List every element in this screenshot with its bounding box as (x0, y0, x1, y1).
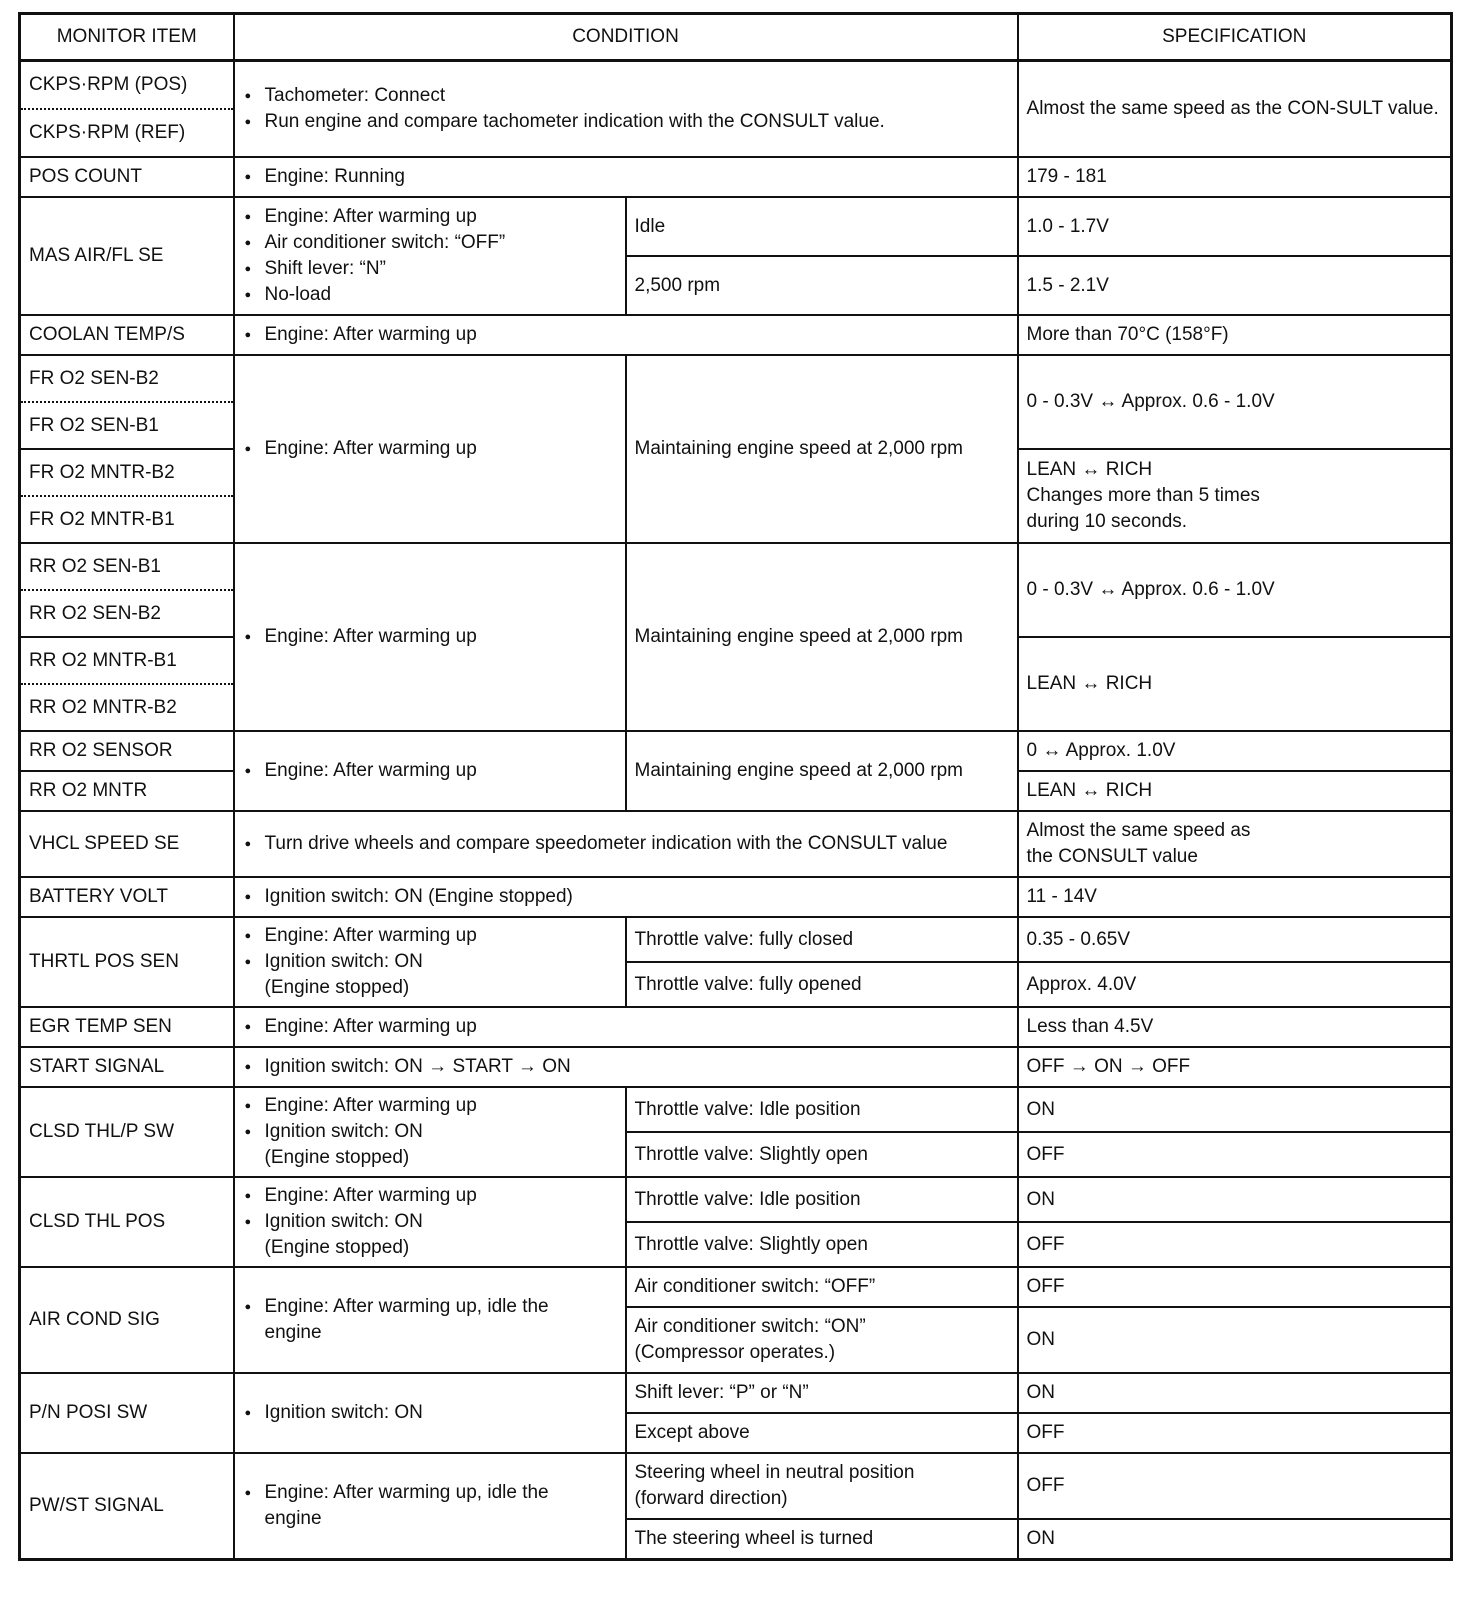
subcondition-rr-o2: Maintaining engine speed at 2,000 rpm (626, 543, 1018, 731)
subcondition-clsd-thlp-open: Throttle valve: Slightly open (626, 1132, 1018, 1177)
condition-bullet: ● Engine: After warming up (265, 923, 617, 949)
spec-start: OFF → ON → OFF (1018, 1047, 1452, 1087)
table-row-mas-air (20, 197, 1452, 256)
table-row-battery (20, 877, 1452, 917)
condition-pos-count (234, 157, 1018, 197)
condition-egr (234, 1007, 1018, 1047)
spec-battery: 11 - 14V (1018, 877, 1452, 917)
condition-bullet: ● Ignition switch: ON (265, 1119, 617, 1145)
subcondition-pwst-turned: The steering wheel is turned (626, 1519, 1018, 1559)
table-row-pwst (20, 1453, 1452, 1519)
condition-continuation: engine (264, 1322, 322, 1343)
spec-line: during 10 seconds. (1026, 511, 1188, 532)
spec-line: Changes more than 5 times (1026, 485, 1260, 506)
monitor-item-fr-o2-sen (20, 355, 234, 449)
spec-rr-o2-mntr-single: LEAN ↔ RICH (1018, 771, 1452, 811)
monitor-item-ckps (20, 61, 234, 158)
spec-pn-pn: ON (1018, 1373, 1452, 1413)
condition-continuation: engine (264, 1507, 322, 1529)
item-text: RR O2 SEN-B2 (21, 589, 233, 636)
condition-air-cond (234, 1267, 626, 1373)
subcondition-clsd-thl-idle: Throttle valve: Idle position (626, 1177, 1018, 1222)
table-row-clsd-thl (20, 1177, 1452, 1222)
condition-bullet: ● Shift lever: “N” (265, 256, 617, 282)
condition-rr-o2 (234, 543, 626, 731)
monitor-item-thrtl: THRTL POS SEN (20, 917, 234, 1007)
item-text: FR O2 SEN-B2 (29, 367, 159, 389)
subcondition-fr-o2: Maintaining engine speed at 2,000 rpm (626, 355, 1018, 543)
condition-thrtl (234, 917, 626, 1007)
item-text: FR O2 SEN-B1 (21, 401, 233, 448)
condition-bullet: ● Engine: After warming up (265, 1093, 617, 1119)
table-row-start (20, 1047, 1452, 1087)
subcondition-line: Steering wheel in neutral position (634, 1462, 915, 1483)
spec-rr-o2-sensor: 0 ↔ Approx. 1.0V (1018, 731, 1452, 771)
subcondition-thrtl-opened: Throttle valve: fully opened (626, 962, 1018, 1007)
table-row-air-cond (20, 1267, 1452, 1307)
monitor-item-start: START SIGNAL (20, 1047, 234, 1087)
table-row-rr-o2-sensor (20, 731, 1452, 771)
table-row-vhcl (20, 811, 1452, 877)
subcondition-clsd-thl-open: Throttle valve: Slightly open (626, 1222, 1018, 1267)
spec-rr-o2-mntr: LEAN ↔ RICH (1018, 637, 1452, 731)
table-row-rr-o2-sen (20, 543, 1452, 637)
header-row (20, 14, 1452, 61)
condition-bullet: ● Engine: After warming up, idle the (265, 1480, 617, 1506)
table-row-clsd-thlp (20, 1087, 1452, 1132)
condition-bullet: ● Engine: After warming up (265, 322, 1009, 348)
condition-bullet: ● Engine: After warming up (265, 436, 617, 462)
subcondition-pn-except: Except above (626, 1413, 1018, 1453)
monitor-spec-table (18, 12, 1453, 1561)
subcondition-clsd-thlp-idle: Throttle valve: Idle position (626, 1087, 1018, 1132)
spec-fr-o2-mntr (1018, 449, 1452, 543)
spec-clsd-thl-open: OFF (1018, 1222, 1452, 1267)
condition-bullet: ● Engine: After warming up (265, 1183, 617, 1209)
condition-bullet: ● Run engine and compare tachometer indication with the CONSULT value. (265, 109, 1009, 135)
condition-continuation: (Engine stopped) (264, 1147, 410, 1168)
monitor-item-fr-o2-mntr (20, 449, 234, 543)
monitor-item-rr-o2-mntr (20, 637, 234, 731)
spec-ckps: Almost the same speed as the CON-SULT value. (1018, 61, 1452, 158)
spec-mas-air-idle: 1.0 - 1.7V (1018, 197, 1452, 256)
item-text: CKPS·RPM (POS) (29, 74, 188, 95)
subcondition-thrtl-closed: Throttle valve: fully closed (626, 917, 1018, 962)
item-text: FR O2 MNTR-B2 (29, 461, 175, 483)
table-row-coolan (20, 315, 1452, 355)
spec-line: Almost the same speed as (1026, 820, 1251, 841)
subcondition-pwst-neutral (626, 1453, 1018, 1519)
condition-bullet: ● Engine: After warming up (265, 624, 617, 650)
spec-air-cond-on: ON (1018, 1307, 1452, 1373)
subcondition-air-cond-off: Air conditioner switch: “OFF” (626, 1267, 1018, 1307)
monitor-item-mas-air: MAS AIR/FL SE (20, 197, 234, 315)
condition-bullet: ● Engine: After warming up, idle the (265, 1294, 617, 1320)
monitor-item-pos-count: POS COUNT (20, 157, 234, 197)
condition-coolan (234, 315, 1018, 355)
item-text: FR O2 MNTR-B1 (21, 495, 233, 542)
condition-clsd-thl (234, 1177, 626, 1267)
condition-fr-o2 (234, 355, 626, 543)
monitor-item-rr-o2-mntr-single: RR O2 MNTR (20, 771, 234, 811)
item-text: RR O2 MNTR-B2 (21, 683, 233, 730)
condition-bullet: ● No-load (265, 282, 617, 308)
table-row-pos-count (20, 157, 1452, 197)
subcondition-rr-o2-sensor: Maintaining engine speed at 2,000 rpm (626, 731, 1018, 811)
monitor-item-air-cond: AIR COND SIG (20, 1267, 234, 1373)
spec-air-cond-off: OFF (1018, 1267, 1452, 1307)
table-row-pn (20, 1373, 1452, 1413)
condition-continuation: (Engine stopped) (264, 1237, 410, 1258)
monitor-item-clsd-thlp: CLSD THL/P SW (20, 1087, 234, 1177)
condition-bullet: ● Engine: After warming up (265, 204, 617, 230)
condition-bullet: ● Ignition switch: ON (265, 1209, 617, 1235)
spec-mas-air-2500: 1.5 - 2.1V (1018, 256, 1452, 315)
spec-rr-o2-sen: 0 - 0.3V ↔ Approx. 0.6 - 1.0V (1018, 543, 1452, 637)
spec-thrtl-opened: Approx. 4.0V (1018, 962, 1452, 1007)
spec-thrtl-closed: 0.35 - 0.65V (1018, 917, 1452, 962)
condition-ckps (234, 61, 1018, 158)
spec-line: LEAN ↔ RICH (1026, 459, 1153, 480)
condition-pwst (234, 1453, 626, 1559)
monitor-item-coolan: COOLAN TEMP/S (20, 315, 234, 355)
condition-continuation: (Engine stopped) (264, 977, 410, 998)
subcondition-pn-pn: Shift lever: “P” or “N” (626, 1373, 1018, 1413)
subcondition-2500: 2,500 rpm (626, 256, 1018, 315)
table-row-egr (20, 1007, 1452, 1047)
spec-fr-o2-sen: 0 - 0.3V ↔ Approx. 0.6 - 1.0V (1018, 355, 1452, 449)
header-specification: SPECIFICATION (1018, 14, 1452, 61)
table-row-thrtl (20, 917, 1452, 962)
condition-bullet: ● Engine: Running (265, 164, 1009, 190)
condition-bullet: ● Ignition switch: ON (265, 1400, 617, 1426)
spec-pwst-turned: ON (1018, 1519, 1452, 1559)
monitor-item-rr-o2-sen (20, 543, 234, 637)
condition-vhcl (234, 811, 1018, 877)
condition-clsd-thlp (234, 1087, 626, 1177)
condition-bullet: ● Tachometer: Connect (265, 83, 1009, 109)
spec-table-sheet (18, 12, 1450, 1561)
condition-mas-air (234, 197, 626, 315)
item-text: RR O2 SEN-B1 (29, 555, 161, 577)
monitor-item-vhcl: VHCL SPEED SE (20, 811, 234, 877)
spec-clsd-thl-idle: ON (1018, 1177, 1452, 1222)
monitor-item-clsd-thl: CLSD THL POS (20, 1177, 234, 1267)
spec-pos-count: 179 - 181 (1018, 157, 1452, 197)
monitor-item-egr: EGR TEMP SEN (20, 1007, 234, 1047)
table-row-fr-o2-sen (20, 355, 1452, 449)
spec-line: the CONSULT value (1026, 846, 1198, 867)
spec-pn-except: OFF (1018, 1413, 1452, 1453)
subcondition-line: (Compressor operates.) (634, 1342, 836, 1363)
item-text: CKPS·RPM (REF) (21, 108, 233, 156)
condition-bullet: ● Ignition switch: ON → START → ON (265, 1054, 1009, 1080)
condition-bullet: ● Engine: After warming up (265, 758, 617, 784)
subcondition-air-cond-on (626, 1307, 1018, 1373)
subcondition-line: (forward direction) (634, 1488, 788, 1509)
item-text: RR O2 MNTR-B1 (29, 649, 177, 671)
monitor-item-battery: BATTERY VOLT (20, 877, 234, 917)
condition-bullet: ● Turn drive wheels and compare speedometer indication with the CONSULT value (265, 831, 1009, 857)
table-row-ckps (20, 61, 1452, 158)
spec-egr: Less than 4.5V (1018, 1007, 1452, 1047)
monitor-item-pn: P/N POSI SW (20, 1373, 234, 1453)
spec-vhcl (1018, 811, 1452, 877)
condition-battery (234, 877, 1018, 917)
condition-pn (234, 1373, 626, 1453)
condition-bullet: ● Air conditioner switch: “OFF” (265, 230, 617, 256)
condition-bullet: ● Engine: After warming up (265, 1014, 1009, 1040)
header-condition: CONDITION (234, 14, 1018, 61)
monitor-item-pwst: PW/ST SIGNAL (20, 1453, 234, 1559)
condition-start (234, 1047, 1018, 1087)
subcondition-idle: Idle (626, 197, 1018, 256)
spec-clsd-thlp-idle: ON (1018, 1087, 1452, 1132)
subcondition-line: Air conditioner switch: “ON” (634, 1316, 866, 1337)
monitor-item-rr-o2-sensor: RR O2 SENSOR (20, 731, 234, 771)
spec-pwst-neutral: OFF (1018, 1453, 1452, 1519)
header-monitor-item: MONITOR ITEM (20, 14, 234, 61)
spec-coolan: More than 70°C (158°F) (1018, 315, 1452, 355)
condition-bullet: ● Ignition switch: ON (Engine stopped) (265, 884, 1009, 910)
condition-bullet: ● Ignition switch: ON (265, 949, 617, 975)
condition-rr-o2-sensor (234, 731, 626, 811)
spec-clsd-thlp-open: OFF (1018, 1132, 1452, 1177)
